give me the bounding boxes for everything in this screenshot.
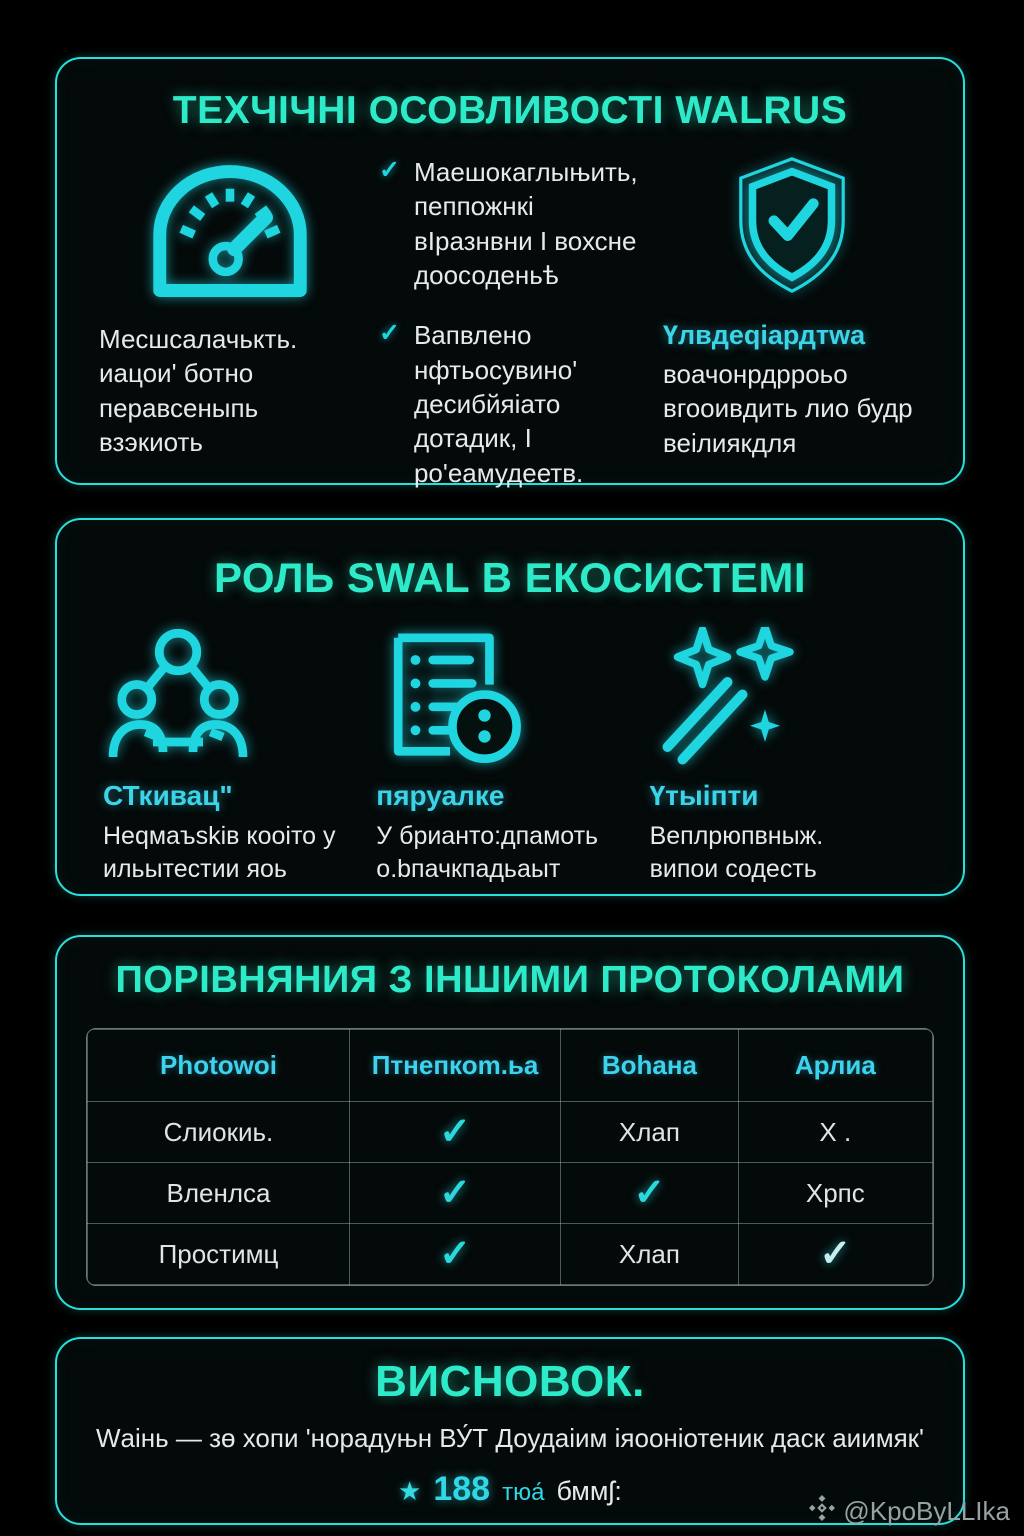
table-cell <box>349 1163 560 1224</box>
column-header: Арлиа <box>738 1030 932 1102</box>
magic-wand-icon <box>650 627 800 772</box>
watermark <box>809 1495 1010 1528</box>
ecosystem-card <box>376 620 649 886</box>
star-icon: ★ <box>398 1476 422 1506</box>
table-row <box>88 1224 933 1285</box>
stat-unit: тюа́ <box>502 1479 545 1506</box>
check-icon: ✓ <box>439 1172 471 1214</box>
ecosystem-card-heading: СТкивац" <box>103 780 233 811</box>
check-icon: ✓ <box>439 1111 471 1153</box>
speedometer-icon <box>144 151 316 306</box>
section2-columns <box>57 602 963 886</box>
checklist-item-text: Вапвлено нфтьосувино' десибйяіато дотадик, І ро'еамудеетв. <box>413 320 584 488</box>
security-block <box>653 151 921 516</box>
watermark-handle: @KpoByLLIka <box>843 1496 1010 1526</box>
section-technical-features <box>55 57 965 488</box>
checklist-item-text: Маешокаглыњить, пеппожнкі вІразнвни І вохсне доосоденьѣ <box>413 157 638 290</box>
ecosystem-card-heading: Үтыіпти <box>649 780 759 811</box>
check-icon: ✓ <box>439 1233 471 1275</box>
security-heading: Үлвдеqіардтwа <box>663 320 866 350</box>
table-cell: Хлап <box>561 1224 738 1285</box>
column-header: Воhана <box>561 1030 738 1102</box>
row-label: Простимц <box>88 1224 350 1285</box>
table-cell: Хрпс <box>738 1163 932 1224</box>
ecosystem-card-text: Веплрюпвныж. випои содесть <box>649 822 824 883</box>
network-users-icon <box>103 627 253 772</box>
diamond-logo-icon <box>809 1495 835 1528</box>
security-caption: воачонрдрроьо вгооивдить лио будр веілиякдля <box>663 359 913 458</box>
section-ecosystem-role <box>55 518 965 896</box>
column-header: Птнепкоm.ьа <box>349 1030 560 1102</box>
section1-columns <box>57 133 963 516</box>
table-cell <box>349 1102 560 1163</box>
row-label: Слиокиь. <box>88 1102 350 1163</box>
comparison-table <box>86 1028 934 1286</box>
check-icon: ✓ <box>379 319 400 348</box>
ecosystem-card-text: Неqмаъskів кооіто у ильытестии яоь <box>103 822 336 883</box>
table-row <box>88 1102 933 1163</box>
table-row <box>88 1163 933 1224</box>
check-icon: ✓ <box>633 1172 666 1214</box>
shield-check-icon <box>728 151 856 304</box>
section-protocol-comparison <box>55 935 965 1310</box>
section1-title: ТЕХЧІЧНІ ОСОВЛИВОСТІ WALRUS <box>172 89 848 132</box>
check-icon: ✓ <box>819 1233 852 1275</box>
column-header: Photowoi <box>88 1030 350 1102</box>
table-cell <box>738 1224 932 1285</box>
conclusion-text: Wаінь — зө хопи 'норадуњн ВУ́Т Доудаіим іяооніотеник даск аиимяк' <box>95 1423 925 1453</box>
stat-value: 188 <box>433 1470 491 1508</box>
document-list-icon <box>376 627 524 772</box>
table-cell: Х . <box>738 1102 932 1163</box>
speed-caption: Месшсалачькть. иацои' ботно перавсеныпь взэкиоть <box>99 324 298 457</box>
ecosystem-card <box>103 620 376 886</box>
row-label: Вленлса <box>88 1163 350 1224</box>
checklist-item <box>379 155 647 292</box>
speed-block <box>99 151 361 516</box>
table-cell: Хлап <box>561 1102 738 1163</box>
feature-checklist <box>361 151 653 516</box>
section3-title: ПОРІВНЯНИЯ З ІНШИМИ ПРОТОКОЛАМИ <box>115 959 905 1001</box>
ecosystem-card-heading: пяруалке <box>376 780 505 811</box>
ecosystem-card-text: У брианто:дпамоть о.bпачкпадьаыт <box>376 822 599 883</box>
stat-tail: бммʃ: <box>556 1476 622 1506</box>
check-icon: ✓ <box>379 156 400 184</box>
ecosystem-card <box>650 620 923 886</box>
table-cell <box>561 1163 738 1224</box>
checklist-item <box>379 318 647 490</box>
table-cell <box>349 1224 560 1285</box>
table-header-row <box>88 1030 933 1102</box>
section2-title: РОЛЬ SWAL В ЕКОСИСТЕМІ <box>213 554 807 601</box>
section4-title: ВИСНОВОК. <box>375 1357 645 1406</box>
